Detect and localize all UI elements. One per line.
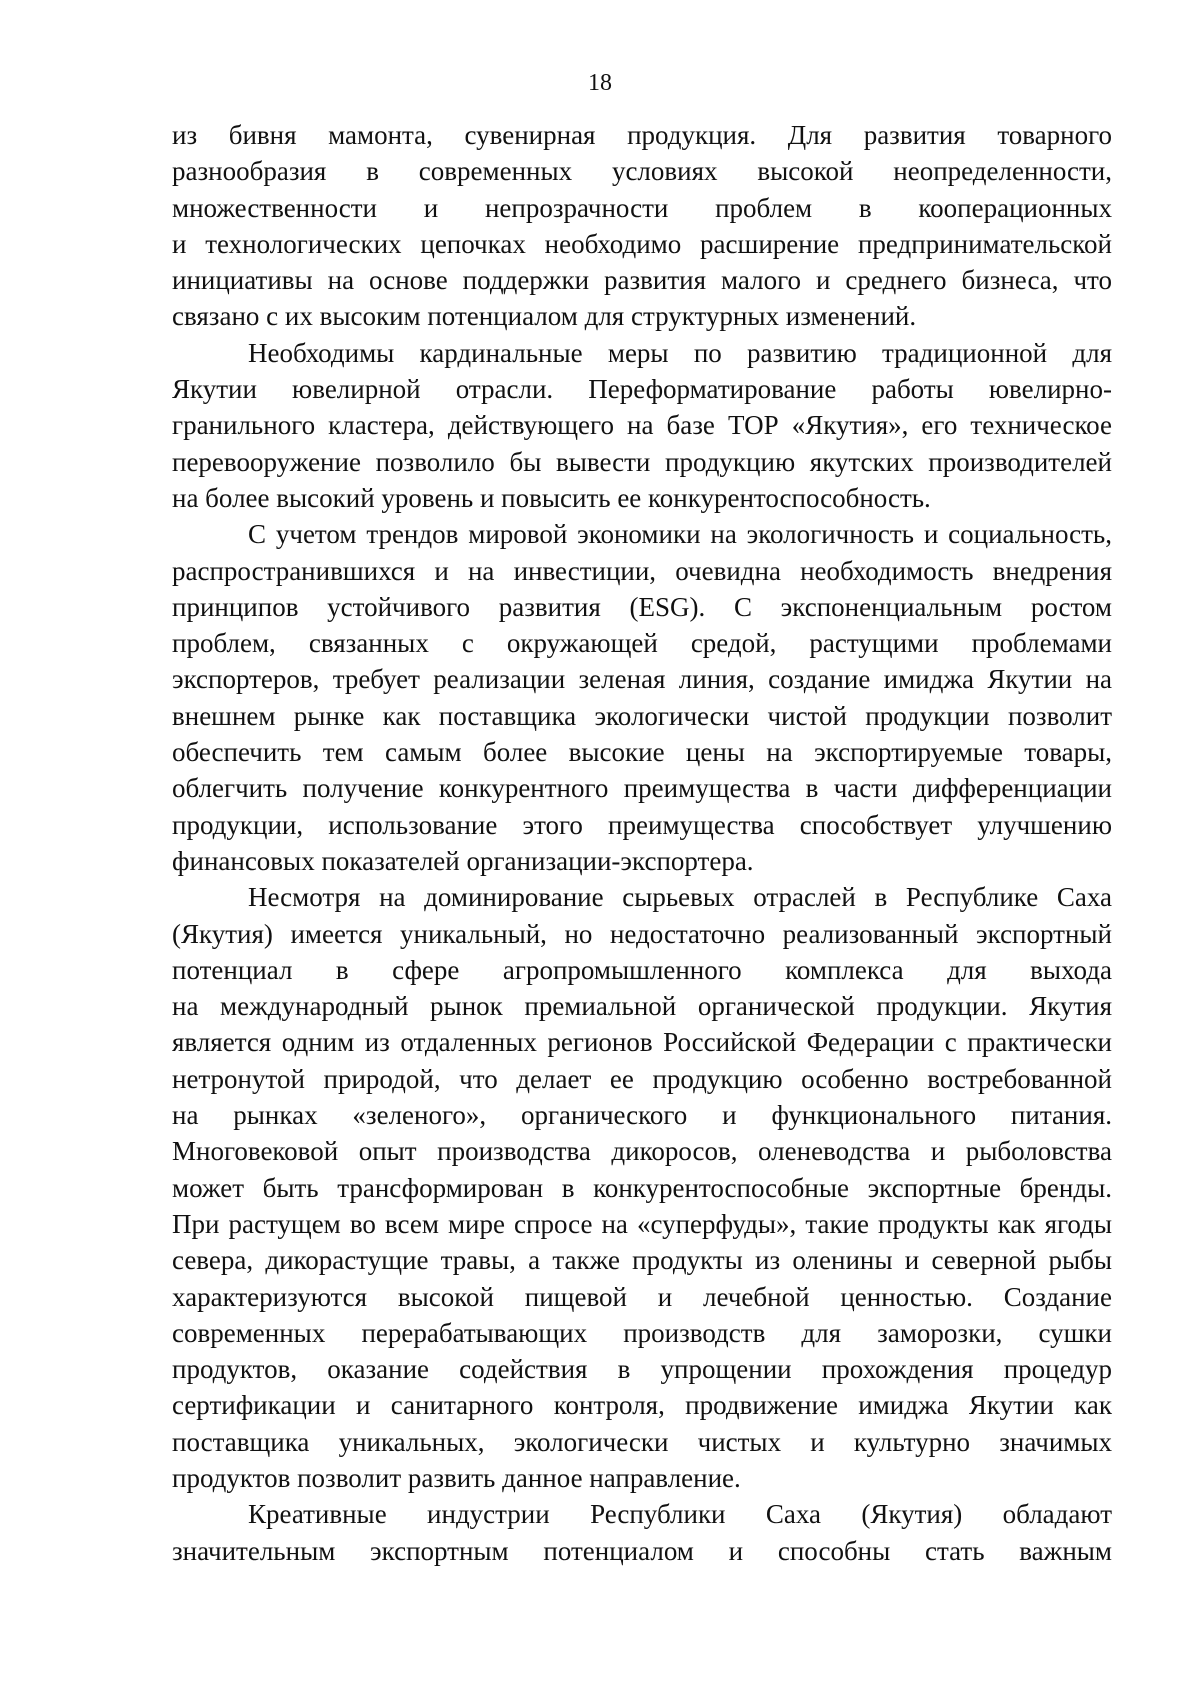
paragraph-5 (172, 1496, 1112, 1569)
page-number: 18 (588, 70, 612, 96)
text-line: внешнем рынке как поставщика экологически чистой продукции позволит (172, 700, 1112, 731)
text-line: Многовековой опыт производства дикоросов, оленеводства и рыболовства (172, 1136, 1112, 1167)
text-line: на более высокий уровень и повысить ее конкурентоспособность. (172, 482, 931, 513)
text-line: характеризуются высокой пищевой и лечебной ценностью. Создание (172, 1281, 1112, 1312)
text-line: нетронутой природой, что делает ее продукцию особенно востребованной (172, 1063, 1112, 1094)
text-line: поставщика уникальных, экологически чистых и культурно значимых (172, 1426, 1112, 1457)
text-line: распространившихся и на инвестиции, очевидна необходимость внедрения (172, 555, 1112, 586)
text-line: перевооружение позволило бы вывести продукцию якутских производителей (172, 446, 1112, 477)
text-line: может быть трансформирован в конкурентоспособные экспортные бренды. (172, 1172, 1112, 1203)
paragraph-1 (172, 117, 1112, 335)
text-line: и технологических цепочках необходимо расширение предпринимательской (172, 228, 1112, 259)
text-line: значительным экспортным потенциалом и способны стать важным (172, 1535, 1112, 1566)
body-text (172, 117, 1112, 1569)
paragraph-4 (172, 879, 1112, 1496)
text-line: является одним из отдаленных регионов Российской Федерации с практически (172, 1027, 1112, 1058)
text-line: севера, дикорастущие травы, а также продукты из оленины и северной рыбы (172, 1245, 1112, 1276)
paragraph-3 (172, 516, 1112, 879)
text-line: продуктов позволит развить данное направление. (172, 1462, 741, 1493)
text-line: С учетом трендов мировой экономики на экологичность и социальность, (248, 519, 1112, 550)
text-line: экспортеров, требует реализации зеленая линия, создание имиджа Якутии на (172, 664, 1112, 695)
text-line: проблем, связанных с окружающей средой, растущими проблемами (172, 628, 1112, 659)
text-line: из бивня мамонта, сувенирная продукция. Для развития товарного (172, 120, 1112, 150)
text-line: принципов устойчивого развития (ESG). С экспоненциальным ростом (172, 591, 1112, 622)
text-line: потенциал в сфере агропромышленного комплекса для выхода (172, 954, 1112, 985)
text-line: на международный рынок премиальной органической продукции. Якутия (172, 991, 1112, 1022)
text-line: инициативы на основе поддержки развития малого и среднего бизнеса, что (172, 265, 1112, 296)
text-line: сертификации и санитарного контроля, продвижение имиджа Якутии как (172, 1390, 1112, 1421)
text-line: финансовых показателей организации-экспортера. (172, 845, 754, 876)
text-line: разнообразия в современных условиях высокой неопределенности, (172, 156, 1112, 187)
text-line: современных перерабатывающих производств для заморозки, сушки (172, 1317, 1112, 1348)
text-line: гранильного кластера, действующего на базе ТОР «Якутия», его техническое (172, 410, 1112, 441)
text-line: облегчить получение конкурентного преимущества в части дифференциации (172, 773, 1112, 804)
text-line: связано с их высоким потенциалом для структурных изменений. (172, 301, 917, 332)
text-line: (Якутия) имеется уникальный, но недостаточно реализованный экспортный (172, 918, 1112, 949)
text-line: Якутии ювелирной отрасли. Переформатирование работы ювелирно- (172, 374, 1112, 405)
text-line: Необходимы кардинальные меры по развитию традиционной для (248, 337, 1112, 368)
text-line: продуктов, оказание содействия в упрощении прохождения процедур (172, 1354, 1112, 1385)
text-line: на рынках «зеленого», органического и функционального питания. (172, 1100, 1112, 1131)
text-line: Несмотря на доминирование сырьевых отраслей в Республике Саха (248, 882, 1112, 913)
paragraph-2 (172, 335, 1112, 516)
text-line: Креативные индустрии Республики Саха (Якутия) обладают (248, 1499, 1112, 1530)
text-line: продукции, использование этого преимущества способствует улучшению (172, 809, 1112, 840)
text-line: При растущем во всем мире спросе на «суперфуды», такие продукты как ягоды (172, 1208, 1112, 1239)
text-line: обеспечить тем самым более высокие цены на экспортируемые товары, (172, 737, 1112, 768)
text-line: множественности и непрозрачности проблем в кооперационных (172, 192, 1112, 223)
